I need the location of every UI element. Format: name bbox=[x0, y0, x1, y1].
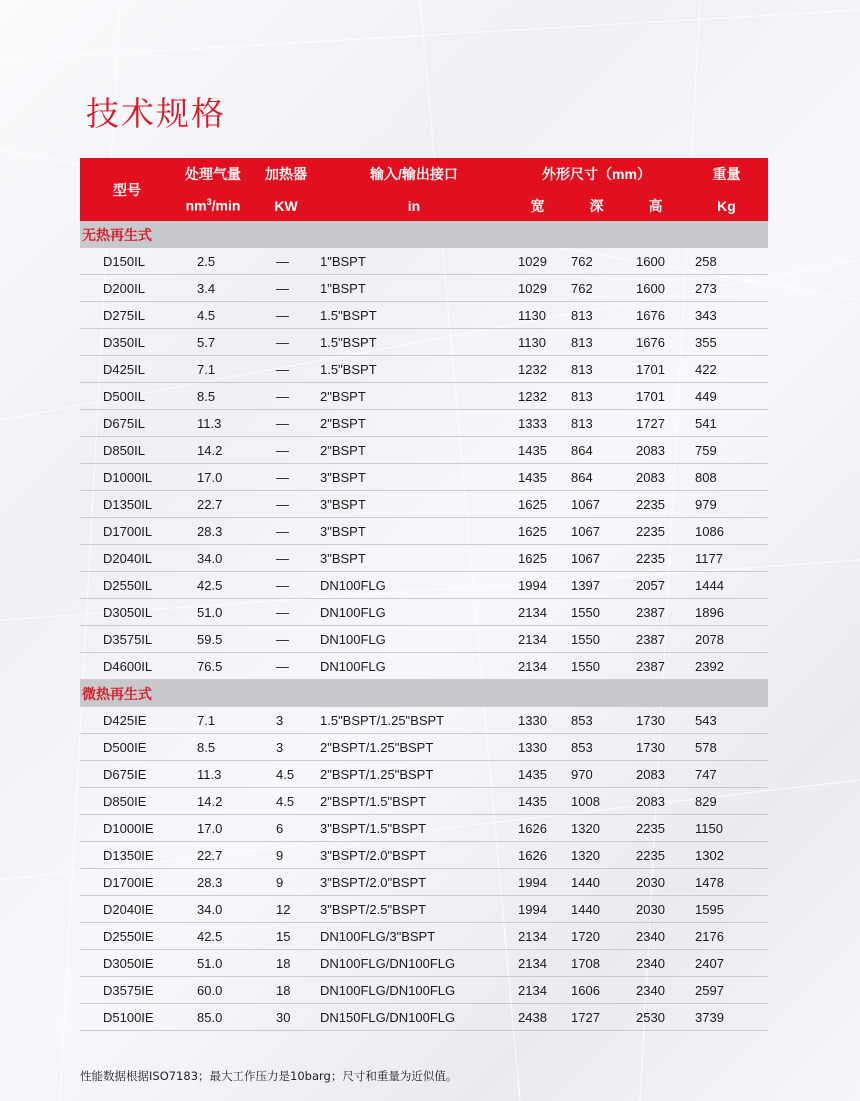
cell-flow: 14.2 bbox=[174, 788, 252, 815]
cell-depth: 1727 bbox=[567, 1004, 626, 1031]
cell-height: 2387 bbox=[626, 626, 685, 653]
cell-model: D850IE bbox=[80, 788, 174, 815]
cell-weight: 2078 bbox=[685, 626, 768, 653]
header-flow-unit: $nm^3/\min$ bbox=[174, 190, 252, 221]
cell-model: D4600IL bbox=[80, 653, 174, 680]
header-weight: 重量 bbox=[685, 158, 768, 190]
cell-width: 1994 bbox=[508, 896, 567, 923]
cell-flow: 3.4 bbox=[174, 275, 252, 302]
cell-flow: 4.5 bbox=[174, 302, 252, 329]
cell-height: 2083 bbox=[626, 788, 685, 815]
cell-connection: 3"BSPT/2.0"BSPT bbox=[320, 842, 508, 869]
header-dims: 外形尺寸（mm） bbox=[508, 158, 685, 190]
header-heater-unit: KW bbox=[252, 190, 320, 221]
cell-connection: 2"BSPT/1.25"BSPT bbox=[320, 761, 508, 788]
cell-model: D5100IE bbox=[80, 1004, 174, 1031]
header-weight-unit: Kg bbox=[685, 190, 768, 221]
section-header-row bbox=[80, 680, 768, 708]
cell-heater: 3 bbox=[252, 734, 320, 761]
cell-depth: 853 bbox=[567, 734, 626, 761]
cell-connection: 2"BSPT bbox=[320, 437, 508, 464]
cell-flow: 17.0 bbox=[174, 464, 252, 491]
cell-weight: 979 bbox=[685, 491, 768, 518]
cell-flow: 42.5 bbox=[174, 572, 252, 599]
cell-heater: 6 bbox=[252, 815, 320, 842]
cell-weight: 759 bbox=[685, 437, 768, 464]
cell-heater: — bbox=[252, 329, 320, 356]
cell-depth: 1606 bbox=[567, 977, 626, 1004]
cell-depth: 1320 bbox=[567, 815, 626, 842]
cell-width: 1435 bbox=[508, 464, 567, 491]
table-row bbox=[80, 410, 768, 437]
cell-height: 1600 bbox=[626, 248, 685, 275]
cell-depth: 1067 bbox=[567, 491, 626, 518]
cell-heater: — bbox=[252, 410, 320, 437]
cell-model: D1350IE bbox=[80, 842, 174, 869]
cell-depth: 1550 bbox=[567, 653, 626, 680]
cell-width: 2134 bbox=[508, 626, 567, 653]
table-row bbox=[80, 653, 768, 680]
cell-depth: 1067 bbox=[567, 545, 626, 572]
cell-heater: 18 bbox=[252, 977, 320, 1004]
cell-model: D1700IE bbox=[80, 869, 174, 896]
cell-connection: DN100FLG bbox=[320, 572, 508, 599]
cell-connection: 1.5"BSPT bbox=[320, 329, 508, 356]
cell-flow: 8.5 bbox=[174, 383, 252, 410]
cell-height: 2030 bbox=[626, 896, 685, 923]
header-model: 型号 bbox=[80, 158, 174, 221]
cell-heater: 4.5 bbox=[252, 761, 320, 788]
table-row bbox=[80, 437, 768, 464]
cell-heater: — bbox=[252, 572, 320, 599]
table-row bbox=[80, 545, 768, 572]
cell-flow: 34.0 bbox=[174, 545, 252, 572]
cell-height: 2235 bbox=[626, 491, 685, 518]
cell-connection: 2"BSPT/1.25"BSPT bbox=[320, 734, 508, 761]
cell-depth: 1550 bbox=[567, 626, 626, 653]
cell-width: 1029 bbox=[508, 248, 567, 275]
cell-weight: 1444 bbox=[685, 572, 768, 599]
cell-connection: DN100FLG/DN100FLG bbox=[320, 977, 508, 1004]
cell-weight: 1177 bbox=[685, 545, 768, 572]
header-depth: 深 bbox=[567, 190, 626, 221]
cell-weight: 2407 bbox=[685, 950, 768, 977]
section-header-row bbox=[80, 221, 768, 248]
cell-width: 1232 bbox=[508, 356, 567, 383]
cell-connection: 3"BSPT bbox=[320, 518, 508, 545]
table-row bbox=[80, 869, 768, 896]
table-row bbox=[80, 707, 768, 734]
cell-width: 1435 bbox=[508, 437, 567, 464]
table-row bbox=[80, 788, 768, 815]
cell-model: D850IL bbox=[80, 437, 174, 464]
cell-heater: — bbox=[252, 275, 320, 302]
cell-heater: — bbox=[252, 383, 320, 410]
table-row bbox=[80, 626, 768, 653]
cell-model: D675IL bbox=[80, 410, 174, 437]
cell-flow: 17.0 bbox=[174, 815, 252, 842]
cell-depth: 762 bbox=[567, 275, 626, 302]
cell-weight: 1302 bbox=[685, 842, 768, 869]
cell-flow: 22.7 bbox=[174, 842, 252, 869]
cell-flow: 11.3 bbox=[174, 761, 252, 788]
cell-connection: 1.5"BSPT bbox=[320, 356, 508, 383]
cell-heater: — bbox=[252, 626, 320, 653]
cell-width: 2134 bbox=[508, 599, 567, 626]
cell-weight: 273 bbox=[685, 275, 768, 302]
cell-height: 2083 bbox=[626, 761, 685, 788]
cell-height: 2083 bbox=[626, 464, 685, 491]
header-heater: 加热器 bbox=[252, 158, 320, 190]
cell-weight: 449 bbox=[685, 383, 768, 410]
cell-heater: — bbox=[252, 356, 320, 383]
cell-depth: 813 bbox=[567, 329, 626, 356]
cell-model: D1700IL bbox=[80, 518, 174, 545]
table-row bbox=[80, 599, 768, 626]
cell-model: D2040IL bbox=[80, 545, 174, 572]
cell-width: 1625 bbox=[508, 545, 567, 572]
cell-flow: 51.0 bbox=[174, 950, 252, 977]
cell-flow: 22.7 bbox=[174, 491, 252, 518]
header-row-1 bbox=[80, 158, 768, 190]
cell-heater: — bbox=[252, 545, 320, 572]
cell-width: 2134 bbox=[508, 653, 567, 680]
cell-heater: — bbox=[252, 302, 320, 329]
cell-height: 1676 bbox=[626, 329, 685, 356]
cell-width: 1435 bbox=[508, 788, 567, 815]
cell-height: 1701 bbox=[626, 383, 685, 410]
header-width: 宽 bbox=[508, 190, 567, 221]
cell-width: 1330 bbox=[508, 734, 567, 761]
cell-connection: 3"BSPT bbox=[320, 491, 508, 518]
cell-weight: 747 bbox=[685, 761, 768, 788]
cell-connection: 3"BSPT/2.5"BSPT bbox=[320, 896, 508, 923]
cell-height: 2387 bbox=[626, 599, 685, 626]
section-label: 无热再生式 bbox=[80, 221, 768, 248]
cell-width: 2438 bbox=[508, 1004, 567, 1031]
cell-depth: 762 bbox=[567, 248, 626, 275]
cell-weight: 541 bbox=[685, 410, 768, 437]
cell-width: 2134 bbox=[508, 950, 567, 977]
cell-model: D2040IE bbox=[80, 896, 174, 923]
cell-weight: 1478 bbox=[685, 869, 768, 896]
cell-flow: 51.0 bbox=[174, 599, 252, 626]
cell-weight: 1150 bbox=[685, 815, 768, 842]
cell-height: 2235 bbox=[626, 518, 685, 545]
cell-weight: 258 bbox=[685, 248, 768, 275]
cell-width: 1994 bbox=[508, 572, 567, 599]
cell-flow: 60.0 bbox=[174, 977, 252, 1004]
cell-depth: 1550 bbox=[567, 599, 626, 626]
header-row-2 bbox=[80, 190, 768, 221]
cell-connection: 3"BSPT/1.5"BSPT bbox=[320, 815, 508, 842]
cell-weight: 543 bbox=[685, 707, 768, 734]
cell-flow: 8.5 bbox=[174, 734, 252, 761]
cell-connection: 3"BSPT/2.0"BSPT bbox=[320, 869, 508, 896]
table-row bbox=[80, 275, 768, 302]
cell-weight: 2392 bbox=[685, 653, 768, 680]
cell-heater: — bbox=[252, 491, 320, 518]
cell-model: D275IL bbox=[80, 302, 174, 329]
cell-weight: 2597 bbox=[685, 977, 768, 1004]
cell-model: D2550IE bbox=[80, 923, 174, 950]
cell-width: 2134 bbox=[508, 977, 567, 1004]
cell-height: 2030 bbox=[626, 869, 685, 896]
cell-flow: 34.0 bbox=[174, 896, 252, 923]
cell-height: 2235 bbox=[626, 815, 685, 842]
cell-model: D500IE bbox=[80, 734, 174, 761]
cell-model: D2550IL bbox=[80, 572, 174, 599]
table-row bbox=[80, 248, 768, 275]
cell-model: D675IE bbox=[80, 761, 174, 788]
cell-connection: DN100FLG bbox=[320, 653, 508, 680]
cell-height: 2083 bbox=[626, 437, 685, 464]
table-row bbox=[80, 923, 768, 950]
cell-flow: 76.5 bbox=[174, 653, 252, 680]
table-row bbox=[80, 815, 768, 842]
cell-height: 2387 bbox=[626, 653, 685, 680]
cell-weight: 3739 bbox=[685, 1004, 768, 1031]
cell-heater: 4.5 bbox=[252, 788, 320, 815]
cell-width: 1029 bbox=[508, 275, 567, 302]
cell-width: 1626 bbox=[508, 815, 567, 842]
cell-height: 1730 bbox=[626, 707, 685, 734]
cell-connection: DN100FLG bbox=[320, 599, 508, 626]
cell-width: 1232 bbox=[508, 383, 567, 410]
cell-depth: 1397 bbox=[567, 572, 626, 599]
cell-depth: 813 bbox=[567, 410, 626, 437]
cell-weight: 1896 bbox=[685, 599, 768, 626]
cell-height: 1676 bbox=[626, 302, 685, 329]
table-row bbox=[80, 518, 768, 545]
cell-model: D3050IL bbox=[80, 599, 174, 626]
cell-depth: 970 bbox=[567, 761, 626, 788]
cell-height: 2340 bbox=[626, 950, 685, 977]
cell-depth: 1720 bbox=[567, 923, 626, 950]
cell-connection: DN100FLG bbox=[320, 626, 508, 653]
cell-heater: — bbox=[252, 464, 320, 491]
cell-connection: 3"BSPT bbox=[320, 464, 508, 491]
cell-flow: 59.5 bbox=[174, 626, 252, 653]
cell-heater: 12 bbox=[252, 896, 320, 923]
cell-height: 1600 bbox=[626, 275, 685, 302]
header-flow: 处理气量 bbox=[174, 158, 252, 190]
cell-model: D3050IE bbox=[80, 950, 174, 977]
cell-model: D1000IE bbox=[80, 815, 174, 842]
cell-weight: 343 bbox=[685, 302, 768, 329]
cell-heater: — bbox=[252, 599, 320, 626]
cell-weight: 2176 bbox=[685, 923, 768, 950]
cell-depth: 813 bbox=[567, 302, 626, 329]
cell-connection: 2"BSPT bbox=[320, 383, 508, 410]
table-row bbox=[80, 464, 768, 491]
cell-depth: 853 bbox=[567, 707, 626, 734]
cell-flow: 2.5 bbox=[174, 248, 252, 275]
header-height: 高 bbox=[626, 190, 685, 221]
cell-model: D500IL bbox=[80, 383, 174, 410]
cell-model: D3575IE bbox=[80, 977, 174, 1004]
cell-connection: 2"BSPT bbox=[320, 410, 508, 437]
cell-weight: 1595 bbox=[685, 896, 768, 923]
cell-height: 1730 bbox=[626, 734, 685, 761]
cell-heater: — bbox=[252, 437, 320, 464]
cell-width: 1330 bbox=[508, 707, 567, 734]
cell-height: 2235 bbox=[626, 545, 685, 572]
cell-weight: 829 bbox=[685, 788, 768, 815]
cell-model: D1000IL bbox=[80, 464, 174, 491]
cell-height: 2057 bbox=[626, 572, 685, 599]
table-row bbox=[80, 977, 768, 1004]
cell-heater: 18 bbox=[252, 950, 320, 977]
header-connection-unit: in bbox=[320, 190, 508, 221]
cell-depth: 1067 bbox=[567, 518, 626, 545]
table-row bbox=[80, 383, 768, 410]
cell-flow: 28.3 bbox=[174, 518, 252, 545]
cell-depth: 1320 bbox=[567, 842, 626, 869]
cell-width: 1626 bbox=[508, 842, 567, 869]
cell-flow: 5.7 bbox=[174, 329, 252, 356]
table-row bbox=[80, 356, 768, 383]
cell-heater: 15 bbox=[252, 923, 320, 950]
cell-model: D150IL bbox=[80, 248, 174, 275]
table-row bbox=[80, 302, 768, 329]
cell-heater: 30 bbox=[252, 1004, 320, 1031]
cell-width: 1994 bbox=[508, 869, 567, 896]
cell-connection: 1.5"BSPT/1.25"BSPT bbox=[320, 707, 508, 734]
cell-connection: 1"BSPT bbox=[320, 275, 508, 302]
cell-width: 1130 bbox=[508, 302, 567, 329]
cell-height: 2235 bbox=[626, 842, 685, 869]
cell-depth: 813 bbox=[567, 356, 626, 383]
cell-width: 1130 bbox=[508, 329, 567, 356]
cell-heater: 3 bbox=[252, 707, 320, 734]
cell-weight: 808 bbox=[685, 464, 768, 491]
header-connection: 输入/输出接口 bbox=[320, 158, 508, 190]
cell-width: 1333 bbox=[508, 410, 567, 437]
cell-model: D425IL bbox=[80, 356, 174, 383]
cell-height: 1701 bbox=[626, 356, 685, 383]
cell-connection: DN100FLG/DN100FLG bbox=[320, 950, 508, 977]
cell-width: 2134 bbox=[508, 923, 567, 950]
cell-depth: 813 bbox=[567, 383, 626, 410]
cell-height: 2340 bbox=[626, 923, 685, 950]
cell-flow: 14.2 bbox=[174, 437, 252, 464]
cell-model: D3575IL bbox=[80, 626, 174, 653]
cell-heater: — bbox=[252, 518, 320, 545]
cell-depth: 1440 bbox=[567, 896, 626, 923]
cell-height: 1727 bbox=[626, 410, 685, 437]
cell-flow: 42.5 bbox=[174, 923, 252, 950]
cell-depth: 864 bbox=[567, 437, 626, 464]
cell-model: D425IE bbox=[80, 707, 174, 734]
section-label: 微热再生式 bbox=[80, 680, 768, 708]
table-row bbox=[80, 329, 768, 356]
cell-flow: 85.0 bbox=[174, 1004, 252, 1031]
cell-connection: DN150FLG/DN100FLG bbox=[320, 1004, 508, 1031]
table-row bbox=[80, 761, 768, 788]
cell-weight: 355 bbox=[685, 329, 768, 356]
cell-flow: 7.1 bbox=[174, 356, 252, 383]
cell-width: 1625 bbox=[508, 518, 567, 545]
cell-width: 1435 bbox=[508, 761, 567, 788]
cell-model: D350IL bbox=[80, 329, 174, 356]
footnote: 性能数据根据ISO7183；最大工作压力是10barg；尺寸和重量为近似值。 bbox=[80, 1069, 458, 1083]
table-row bbox=[80, 734, 768, 761]
cell-connection: 1"BSPT bbox=[320, 248, 508, 275]
cell-model: D1350IL bbox=[80, 491, 174, 518]
cell-depth: 864 bbox=[567, 464, 626, 491]
cell-connection: DN100FLG/3"BSPT bbox=[320, 923, 508, 950]
table-row bbox=[80, 491, 768, 518]
cell-heater: — bbox=[252, 653, 320, 680]
cell-depth: 1708 bbox=[567, 950, 626, 977]
cell-flow: 7.1 bbox=[174, 707, 252, 734]
cell-depth: 1440 bbox=[567, 869, 626, 896]
cell-height: 2340 bbox=[626, 977, 685, 1004]
cell-heater: — bbox=[252, 248, 320, 275]
cell-model: D200IL bbox=[80, 275, 174, 302]
spec-table-body bbox=[80, 221, 768, 1031]
cell-weight: 578 bbox=[685, 734, 768, 761]
cell-connection: 1.5"BSPT bbox=[320, 302, 508, 329]
cell-flow: 11.3 bbox=[174, 410, 252, 437]
table-row bbox=[80, 1004, 768, 1031]
cell-flow: 28.3 bbox=[174, 869, 252, 896]
table-row bbox=[80, 896, 768, 923]
cell-weight: 422 bbox=[685, 356, 768, 383]
cell-connection: 2"BSPT/1.5"BSPT bbox=[320, 788, 508, 815]
cell-height: 2530 bbox=[626, 1004, 685, 1031]
table-row bbox=[80, 842, 768, 869]
cell-heater: 9 bbox=[252, 842, 320, 869]
cell-weight: 1086 bbox=[685, 518, 768, 545]
cell-heater: 9 bbox=[252, 869, 320, 896]
cell-connection: 3"BSPT bbox=[320, 545, 508, 572]
page-title: 技术规格 bbox=[86, 94, 226, 133]
table-row bbox=[80, 572, 768, 599]
spec-table bbox=[80, 158, 768, 1031]
table-row bbox=[80, 950, 768, 977]
cell-depth: 1008 bbox=[567, 788, 626, 815]
cell-width: 1625 bbox=[508, 491, 567, 518]
